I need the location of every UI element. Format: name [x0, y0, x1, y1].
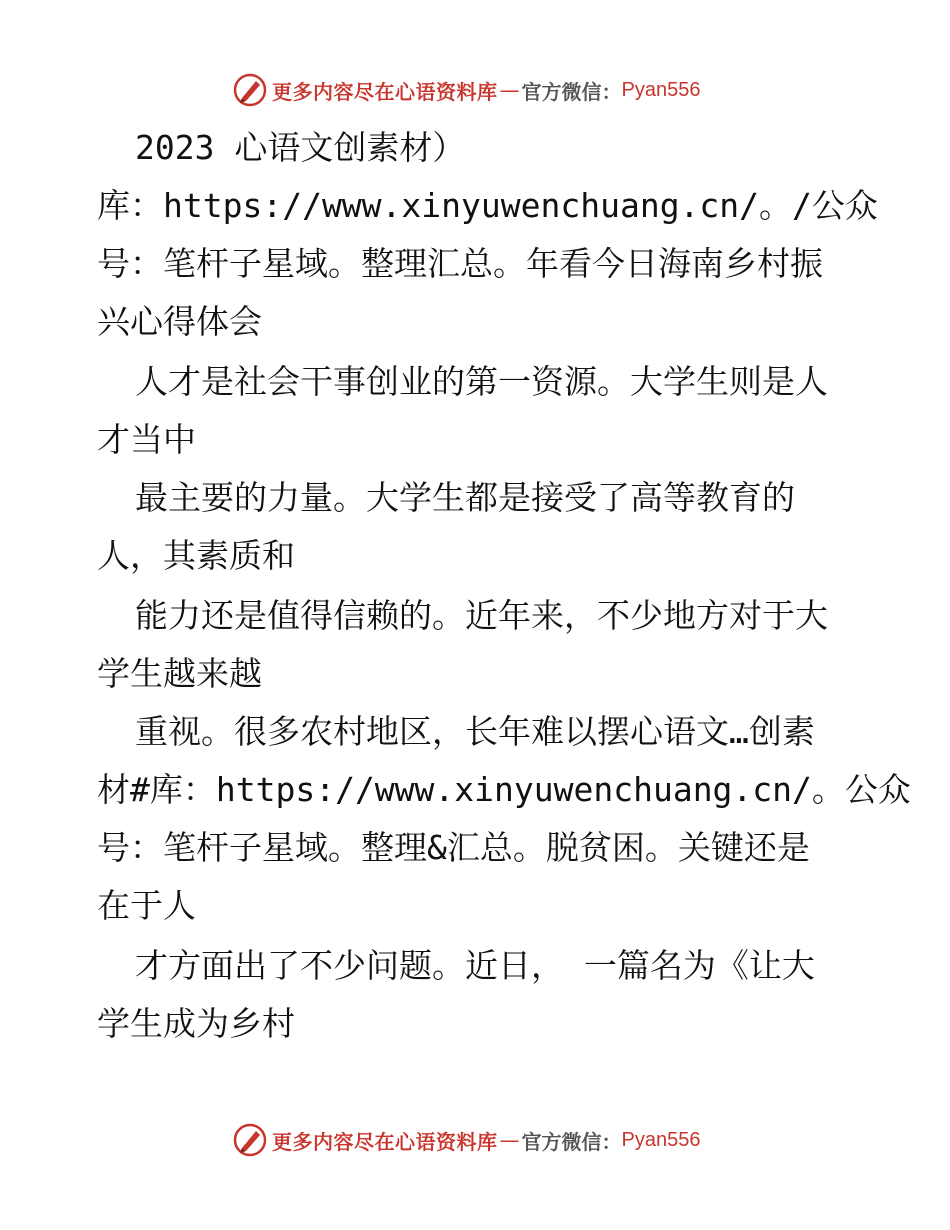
text-line-1: 2023 心语文创素材） — [135, 128, 466, 167]
text-line-10: 学生越来越 — [97, 654, 262, 693]
footer-banner — [232, 1120, 700, 1160]
footer-separator: — — [499, 1128, 520, 1152]
text-line-4: 兴心得体会 — [97, 302, 262, 341]
text-line-3: 号：笔杆子星域。整理汇总。年看今日海南乡村振 — [97, 244, 823, 283]
header-separator: — — [499, 78, 520, 102]
text-line-2: 库：https://www.xinyuwenchuang.cn/。/公众 — [97, 186, 878, 225]
text-line-7: 最主要的力量。大学生都是接受了高等教育的 — [135, 478, 795, 517]
header-contact: Pyan556 — [621, 78, 701, 101]
text-line-6: 才当中 — [97, 420, 196, 459]
footer-label: 官方微信： — [521, 1129, 622, 1154]
header-label: 官方微信： — [521, 79, 622, 104]
text-line-5: 人才是社会干事创业的第一资源。大学生则是人 — [135, 362, 828, 401]
pen-logo-icon — [232, 1122, 268, 1158]
text-line-12: 材#库：https://www.xinyuwenchuang.cn/。公众 — [97, 770, 911, 809]
text-line-14: 在于人 — [97, 886, 196, 925]
text-line-13: 号：笔杆子星域。整理&汇总。脱贫困。关键还是 — [97, 828, 810, 867]
footer-contact: Pyan556 — [621, 1128, 701, 1151]
text-line-16: 学生成为乡村 — [97, 1004, 295, 1043]
header-brand-text: 更多内容尽在心语资料库 — [272, 79, 498, 104]
text-line-9: 能力还是值得信赖的。近年来，不少地方对于大 — [135, 596, 828, 635]
text-line-8: 人，其素质和 — [97, 536, 295, 575]
pen-logo-icon — [232, 72, 268, 108]
text-line-15: 才方面出了不少问题。近日， 一篇名为《让大 — [135, 946, 815, 985]
footer-brand-text: 更多内容尽在心语资料库 — [272, 1129, 498, 1154]
text-line-11: 重视。很多农村地区，长年难以摆心语文…创素 — [135, 712, 815, 751]
header-banner — [232, 70, 700, 110]
